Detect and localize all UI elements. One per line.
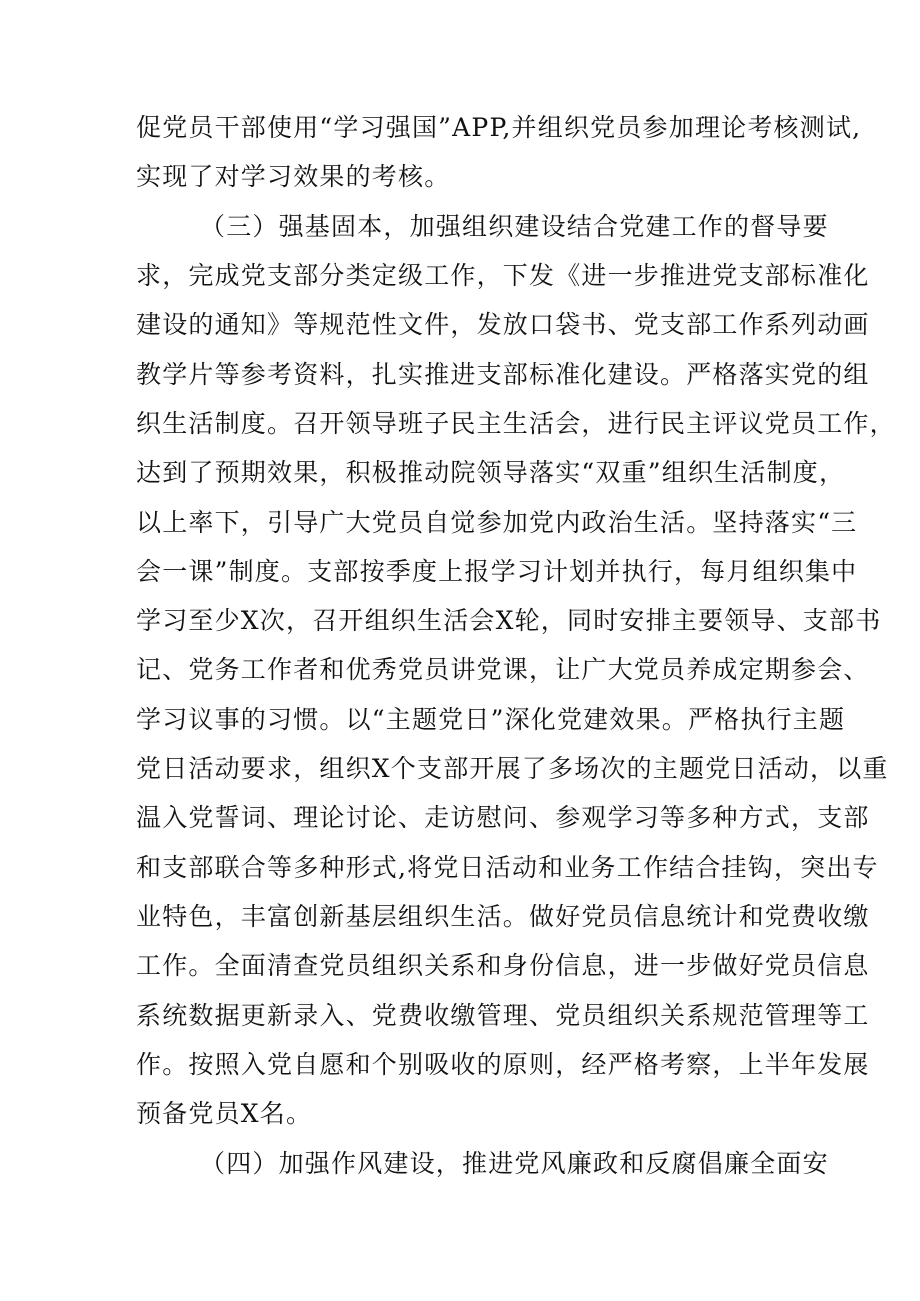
text-line-18: 工作。全面清查党员组织关系和身份信息，进一步做好党员信息 (136, 951, 870, 980)
text-line-15: 温入党誓词、理论讨论、走访慰问、参观学习等多种方式，支部 (136, 803, 870, 832)
text-line-9: 以上率下，引导广大党员自觉参加党内政治生活。坚持落实“三 (136, 508, 858, 537)
text-line-16: 和支部联合等多种形式,将党日活动和业务工作结合挂钩，突出专 (136, 853, 879, 882)
text-line-21: 预备党员X名。 (136, 1099, 313, 1128)
text-line-6: 教学片等参考资料，扎实推进支部标准化建设。严格落实党的组 (136, 360, 870, 389)
text-line-2: 实现了对学习效果的考核。 (136, 162, 451, 191)
text-line-4: 求，完成党支部分类定级工作，下发《进一步推进党支部标准化 (136, 261, 870, 290)
text-line-14: 党日活动要求，组织X个支部开展了多场次的主题党日活动，以重 (136, 754, 889, 783)
text-line-5: 建设的通知》等规范性文件，发放口袋书、党支部工作系列动画 (136, 310, 870, 339)
text-line-11: 学习至少X次，召开组织生活会X轮，同时安排主要领导、支部书 (136, 606, 882, 635)
text-line-10: 会一课”制度。支部按季度上报学习计划并执行，每月组织集中 (136, 557, 858, 586)
section-3-heading-line: （三）强基固本，加强组织建设结合党建工作的督导要 (200, 212, 829, 241)
text-line-19: 系统数据更新录入、党费收缴管理、党员组织关系规范管理等工 (136, 1001, 870, 1030)
text-line-17: 业特色，丰富创新基层组织生活。做好党员信息统计和党费收缴 (136, 902, 870, 931)
text-line-8: 达到了预期效果，积极推动院领导落实“双重”组织生活制度， (136, 458, 846, 487)
text-line-1: 促党员干部使用“学习强国”APP,并组织党员参加理论考核测试, (136, 113, 862, 142)
text-line-12: 记、党务工作者和优秀党员讲党课，让广大党员养成定期参会、 (136, 655, 870, 684)
text-line-20: 作。按照入党自愿和个别吸收的原则，经严格考察，上半年发展 (136, 1050, 870, 1079)
text-line-7: 织生活制度。召开领导班子民主生活会，进行民主评议党员工作， (136, 409, 896, 438)
text-line-13: 学习议事的习惯。以“主题党日”深化党建效果。严格执行主题 (136, 705, 846, 734)
section-4-heading-line: （四）加强作风建设，推进党风廉政和反腐倡廉全面安 (200, 1149, 829, 1178)
